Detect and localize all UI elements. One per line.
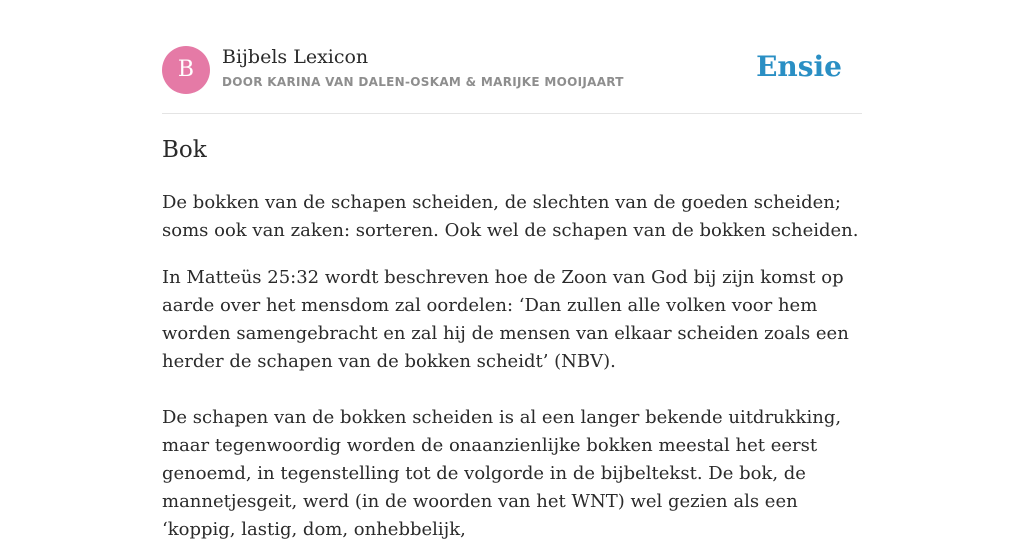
- avatar[interactable]: B: [162, 46, 210, 94]
- brand-logo[interactable]: Ensie: [756, 50, 842, 83]
- entry-body: [162, 189, 864, 544]
- authors-line: DOOR KARINA VAN DALEN-OSKAM & MARIJKE MOOIJAART: [222, 75, 624, 89]
- book-title[interactable]: Bijbels Lexicon: [222, 46, 369, 68]
- paragraph: De schapen van de bokken scheiden is al een langer bekende uitdrukking, maar tegenwoordig worden de onaanzienlijke bokken meestal het eerst genoemd, in tegenstelling tot de volgorde in de bijbeltekst. De bok, de mannetjesgeit, werd (in de woorden van het WNT) wel gezien als een ‘koppig, lastig, dom, onhebbelijk,: [162, 407, 842, 540]
- paragraph: In Matteüs 25:32 wordt beschreven hoe de Zoon van God bij zijn komst op aarde over het mensdom zal oordelen: ‘Dan zullen alle volken voor hem worden samengebracht en zal hij de mensen van elkaar scheiden zoals een herder de schapen van de bokken scheidt’ (NBV).: [162, 267, 849, 372]
- divider: [162, 113, 862, 114]
- header: [162, 46, 862, 96]
- paragraph: De bokken van de schapen scheiden, de slechten van de goeden scheiden; soms ook van zaken: sorteren. Ook wel de schapen van de bokken scheiden.: [162, 192, 859, 241]
- entry-title: Bok: [162, 137, 207, 163]
